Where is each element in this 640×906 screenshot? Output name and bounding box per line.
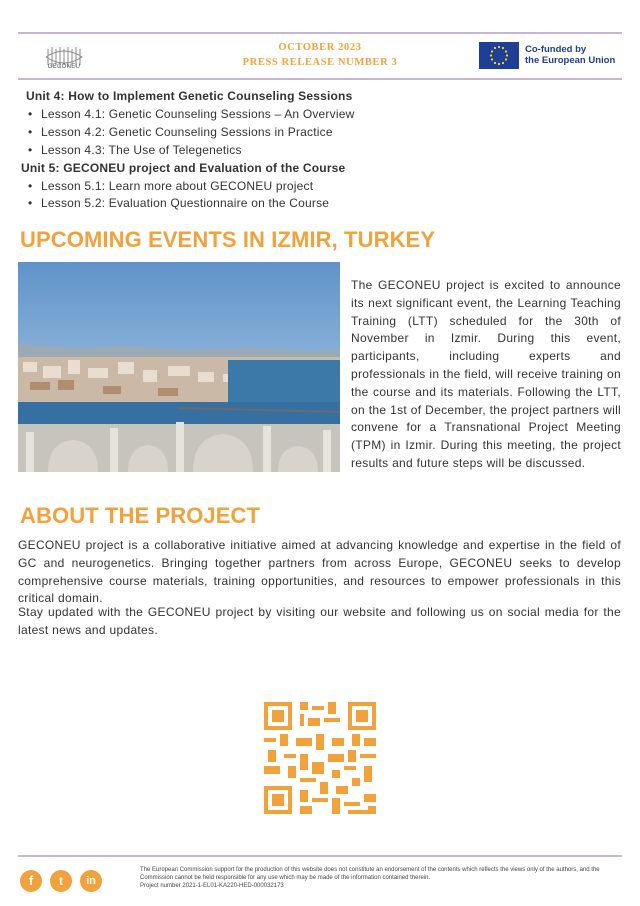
lesson-item: • Lesson 4.2: Genetic Counseling Sessions in Practice [28, 125, 333, 139]
disclaimer-text: The European Commission support for the production of this website does not constitute an endorsement of the contents which reflects the views only of the authors, and the Commission cannot be held responsible for any use which may be made of the information contained therein. [140, 867, 600, 881]
about-text: GECONEU project is a collaborative initiative aimed at advancing knowledge and expertise in the field of GC and neurogenetics. Bringing together partners from across Europe, GECONEU seeks to develop comprehensive course materials, training opportunities, and resources to empower professionals in this critical domain. [18, 538, 621, 606]
about-heading: ABOUT THE PROJECT [20, 503, 261, 528]
header-rule [18, 78, 622, 80]
lesson-item: • Lesson 4.1: Genetic Counseling Sessions – An Overview [28, 107, 354, 121]
eu-flag-icon [479, 42, 519, 69]
lesson-item: • Lesson 5.1: Learn more about GECONEU project [28, 179, 313, 193]
release-date: OCTOBER 2023 [278, 42, 362, 53]
unit-5-title: Unit 5: GECONEU project and Evaluation of the Course [21, 161, 346, 175]
footer-disclaimer [140, 866, 620, 890]
twitter-icon[interactable]: t [50, 870, 72, 892]
unit-4-title: Unit 4: How to Implement Genetic Counseling Sessions [26, 89, 353, 103]
facebook-icon[interactable]: f [20, 870, 42, 892]
events-text: The GECONEU project is excited to announce its next significant event, the Learning Teaching Training (LTT) scheduled for the 30th of November in Izmir. During this event, participants, including experts and professionals in the field, will receive training on the course and its materials. Following the LTT, on the 1st of December, the project partners will convene for a Transnational Project Meeting (TPM) in Izmir. During this meeting, the project results and future steps will be discussed. [351, 278, 621, 470]
release-number: PRESS RELEASE NUMBER 3 [242, 57, 398, 68]
lesson-item: • Lesson 4.3: The Use of Telegenetics [28, 143, 242, 157]
eu-cofunded-label [525, 44, 615, 66]
events-heading: UPCOMING EVENTS IN IZMIR, TURKEY [20, 227, 436, 252]
istanbul-city-photo [18, 262, 340, 472]
footer-rule [18, 855, 622, 857]
eu-line-2: the European Union [525, 55, 616, 66]
qr-code-icon [264, 702, 376, 814]
stay-updated-text: Stay updated with the GECONEU project by visiting our website and following us on social media for the latest news and updates. [18, 605, 621, 637]
project-number: Project number 2021-1-EL01-KA220-HED-000032173 [140, 883, 284, 889]
eu-line-1: Co-funded by [525, 44, 587, 55]
linkedin-icon[interactable]: in [80, 870, 102, 892]
lesson-item: • Lesson 5.2: Evaluation Questionnaire on the Course [28, 196, 329, 210]
top-rule [18, 32, 622, 34]
logo-text: GECONEU [47, 64, 81, 70]
